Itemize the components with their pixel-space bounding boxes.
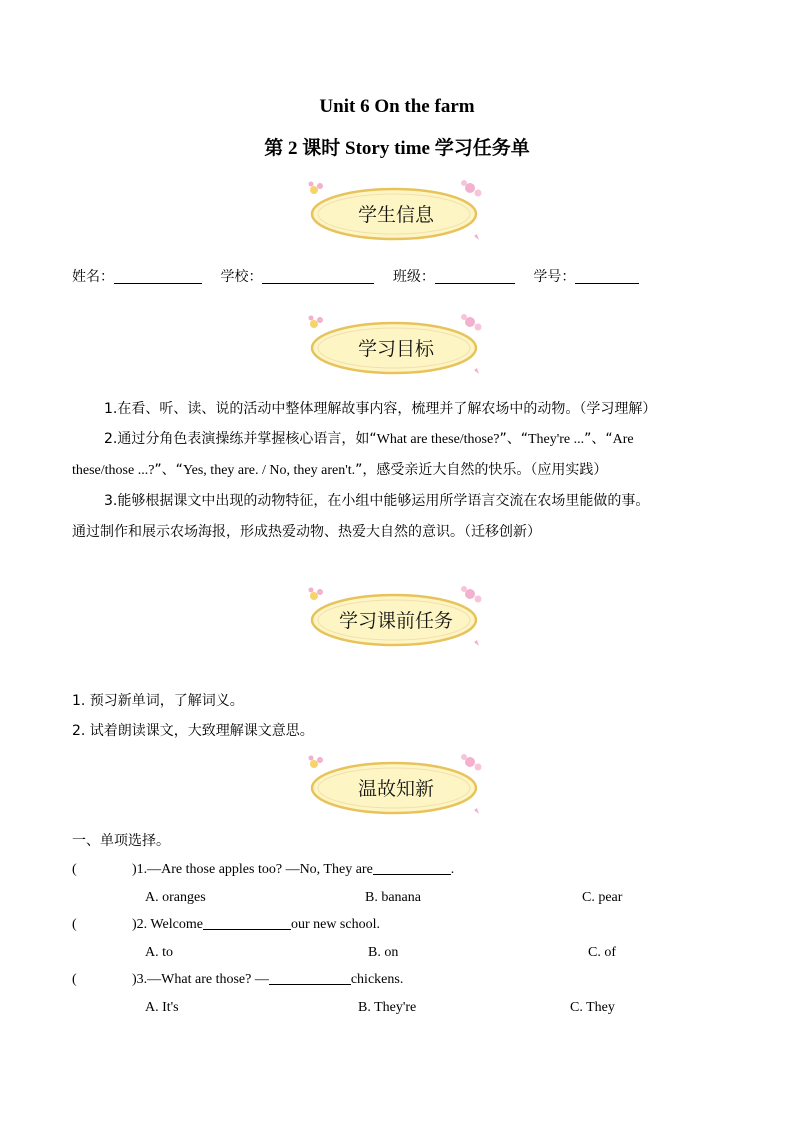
goal-2-line-1 [104, 423, 634, 456]
answer-blank[interactable] [203, 917, 291, 930]
option-a[interactable]: A. oranges [145, 890, 206, 905]
name-label: 姓名： [72, 269, 114, 285]
goal-2-phrase: Yes, they are. / No, they aren't. [182, 463, 356, 478]
question-stem: )2. Welcome [132, 917, 203, 932]
banner-learning-goals [306, 314, 486, 378]
school-label: 学校： [220, 269, 263, 285]
goal-2-phrase: Are [612, 432, 634, 447]
section-title: 一、单项选择。 [72, 833, 170, 849]
goal-2-text: 2.通过分角色表演操练并掌握核心语言，如“ [104, 431, 377, 447]
question-stem: chickens. [350, 972, 404, 987]
id-field[interactable] [575, 269, 639, 284]
banner-label: 学习课前任务 [338, 610, 453, 632]
question-3 [132, 972, 403, 988]
banner-student-info [306, 180, 486, 244]
option-b[interactable]: B. They're [358, 1000, 417, 1015]
name-field[interactable] [114, 269, 202, 284]
question-stem: our new school. [290, 917, 380, 932]
student-info-row [72, 266, 653, 286]
goal-1: 1.在看、听、读、说的活动中整体理解故事内容，梳理并了解农场中的动物。（学习理解） [104, 401, 657, 417]
answer-blank[interactable] [373, 862, 451, 875]
option-c[interactable]: C. They [570, 1000, 615, 1015]
answer-paren[interactable]: ( [72, 917, 77, 932]
question-2 [132, 917, 380, 933]
page-subtitle: 第 2 课时 Story time 学习任务单 [264, 138, 530, 159]
goal-2-text: ”，感受亲近大自然的快乐。（应用实践） [355, 462, 608, 478]
banner-label: 学习目标 [357, 338, 434, 360]
option-a[interactable]: A. to [145, 945, 173, 960]
question-stem: )1.—Are those apples too? —No, They are [132, 862, 373, 877]
option-a[interactable]: A. It's [145, 1000, 179, 1015]
question-stem: )3.—What are those? — [132, 972, 269, 987]
task-2: 2. 试着朗读课文，大致理解课文意思。 [72, 723, 314, 739]
goal-3-line-1: 3.能够根据课文中出现的动物特征，在小组中能够运用所学语言交流在农场里能做的事。 [104, 493, 650, 509]
banner-pre-class-task [306, 586, 486, 650]
goal-2-phrase: What are these/those? [376, 432, 500, 447]
banner-label: 学生信息 [357, 204, 434, 226]
goal-3-line-2: 通过制作和展示农场海报，形成热爱动物、热爱大自然的意识。（迁移创新） [72, 524, 541, 540]
goal-2-text: ”、“ [154, 462, 183, 478]
task-1: 1. 预习新单词，了解词义。 [72, 693, 244, 709]
class-label: 班级： [392, 269, 435, 285]
goal-2-text: ”、“ [584, 431, 613, 447]
answer-blank[interactable] [269, 972, 351, 985]
question-1 [132, 862, 454, 878]
option-b[interactable]: B. on [368, 945, 399, 960]
goal-2-phrase: They're ... [527, 432, 585, 447]
banner-label: 温故知新 [357, 778, 434, 800]
id-label: 学号： [533, 269, 576, 285]
answer-paren[interactable]: ( [72, 862, 77, 877]
class-field[interactable] [435, 269, 515, 284]
answer-paren[interactable]: ( [72, 972, 77, 987]
goal-2-phrase: these/those ...? [72, 463, 155, 478]
school-field[interactable] [262, 269, 374, 284]
option-b[interactable]: B. banana [365, 890, 421, 905]
page-title: Unit 6 On the farm [319, 96, 475, 117]
option-c[interactable]: C. pear [582, 890, 623, 905]
goal-2-text: ”、“ [499, 431, 528, 447]
banner-review [306, 754, 486, 818]
question-stem: . [450, 862, 455, 877]
goal-2-line-2 [72, 454, 607, 487]
option-c[interactable]: C. of [588, 945, 616, 960]
